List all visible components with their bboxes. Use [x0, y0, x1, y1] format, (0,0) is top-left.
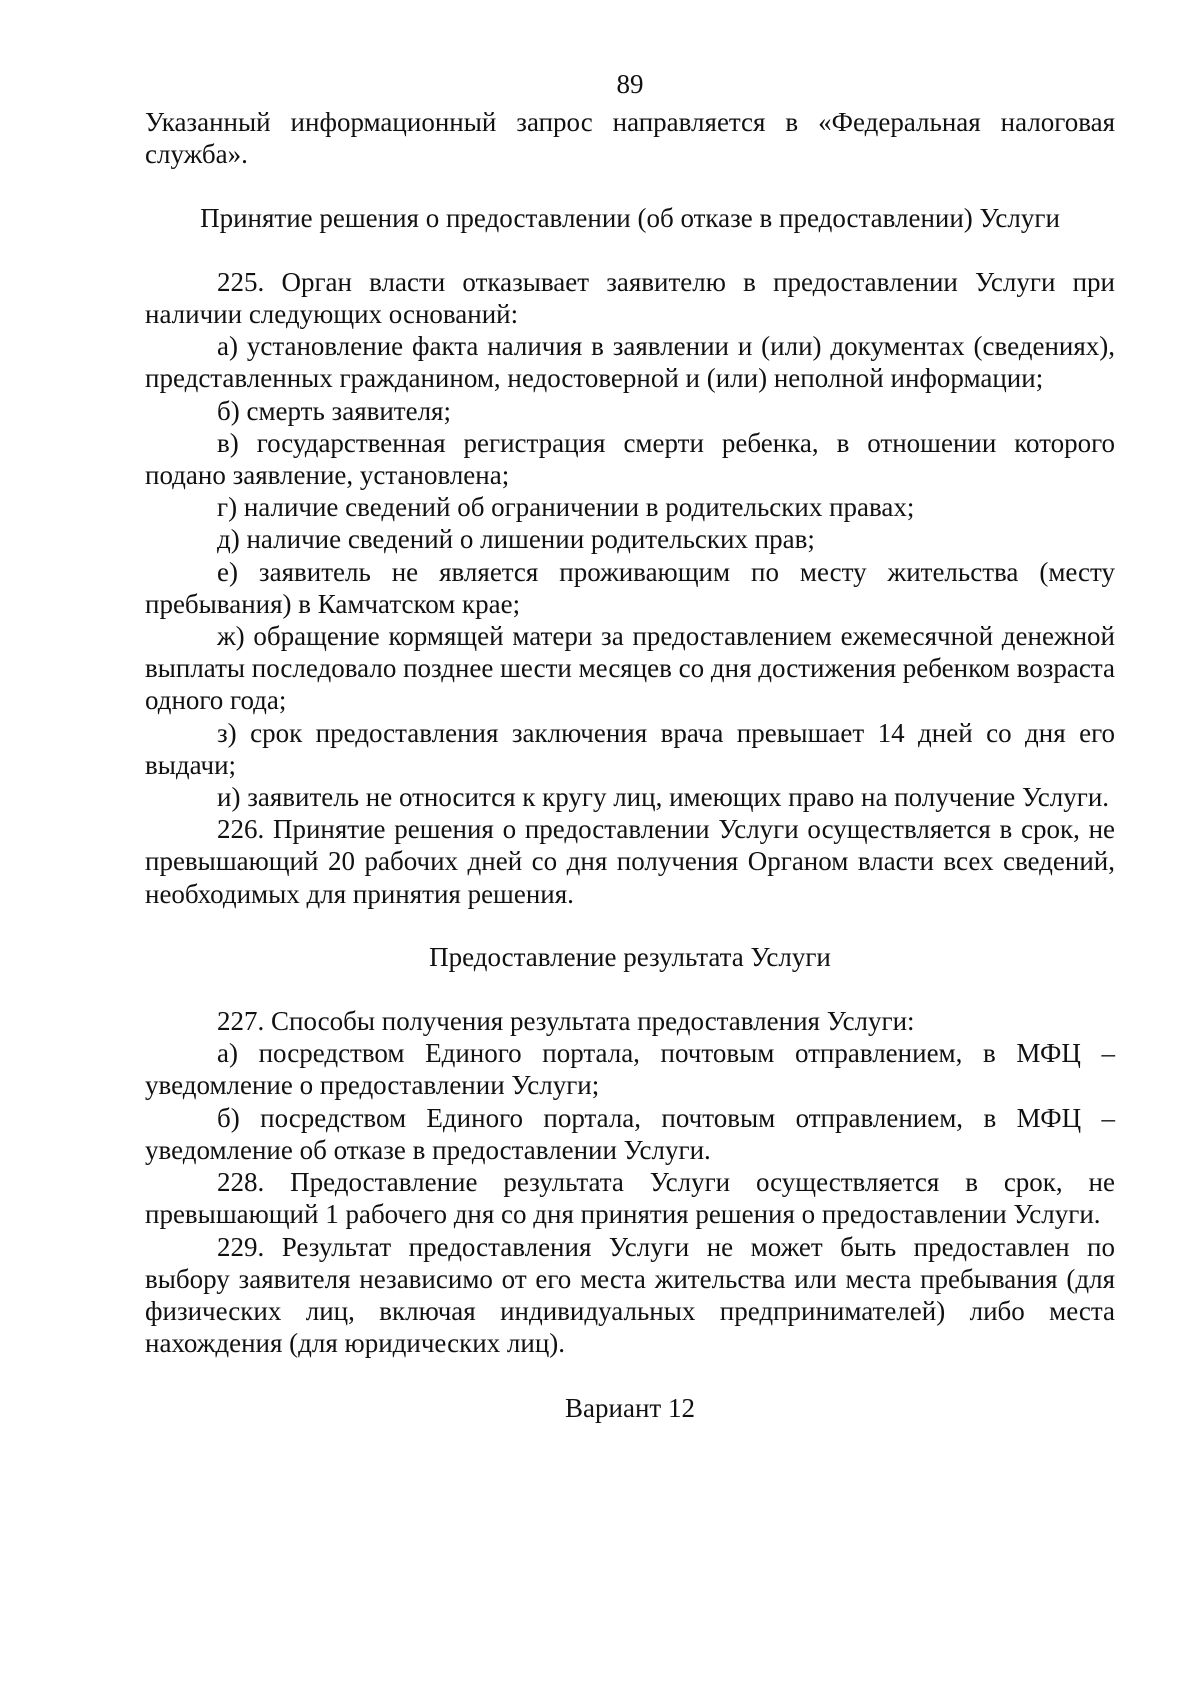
intro-paragraph: Указанный информационный запрос направляется в «Федеральная налоговая служба». [145, 107, 1115, 170]
list-item: а) установление факта наличия в заявлении и (или) документах (сведениях), представленных гражданином, недостоверной и (или) неполной информации; [145, 331, 1115, 394]
section-heading-decision: Принятие решения о предоставлении (об отказе в предоставлении) Услуги [200, 202, 1060, 233]
paragraph-228: 228. Предоставление результата Услуги осуществляется в срок, не превышающий 1 рабочего дня со дня принятия решения о предоставлении Услуги. [145, 1167, 1115, 1230]
list-item: ж) обращение кормящей матери за предоставлением ежемесячной денежной выплаты последовало позднее шести месяцев со дня достижения ребенком возраста одного года; [145, 621, 1115, 716]
list-item: б) смерть заявителя; [217, 395, 451, 426]
list-item: в) государственная регистрация смерти ребенка, в отношении которого подано заявление, установлена; [145, 427, 1115, 491]
list-item: д) наличие сведений о лишении родительских прав; [217, 524, 815, 555]
document-page [145, 68, 1115, 1425]
paragraph-229: 229. Результат предоставления Услуги не может быть предоставлен по выбору заявителя независимо от его места жительства или места пребывания (для физических лиц, включая индивидуальных предпринимателей) либо места нахождения (для юридических лиц). [145, 1231, 1115, 1359]
paragraph-226: 226. Принятие решения о предоставлении Услуги осуществляется в срок, не превышающий 20 рабочих дней со дня получения Органом власти всех сведений, необходимых для принятия решения. [145, 814, 1115, 909]
page-number: 89 [616, 69, 644, 99]
variant-heading: Вариант 12 [565, 1393, 695, 1424]
list-item: и) заявитель не относится к кругу лиц, имеющих право на получение Услуги. [217, 782, 1110, 813]
section-heading-result: Предоставление результата Услуги [429, 941, 831, 972]
list-item: а) посредством Единого портала, почтовым отправлением, в МФЦ – уведомление о предоставлении Услуги; [145, 1038, 1115, 1101]
paragraph-225: 225. Орган власти отказывает заявителю в предоставлении Услуги при наличии следующих оснований: [145, 266, 1115, 330]
list-item: б) посредством Единого портала, почтовым отправлением, в МФЦ – уведомление об отказе в предоставлении Услуги. [145, 1102, 1115, 1165]
list-item: г) наличие сведений об ограничении в родительских правах; [217, 492, 915, 523]
list-item: з) срок предоставления заключения врача превышает 14 дней со дня его выдачи; [145, 717, 1115, 780]
paragraph-227: 227. Способы получения результата предоставления Услуги: [217, 1006, 915, 1037]
list-item: е) заявитель не является проживающим по месту жительства (месту пребывания) в Камчатском крае; [145, 556, 1115, 619]
